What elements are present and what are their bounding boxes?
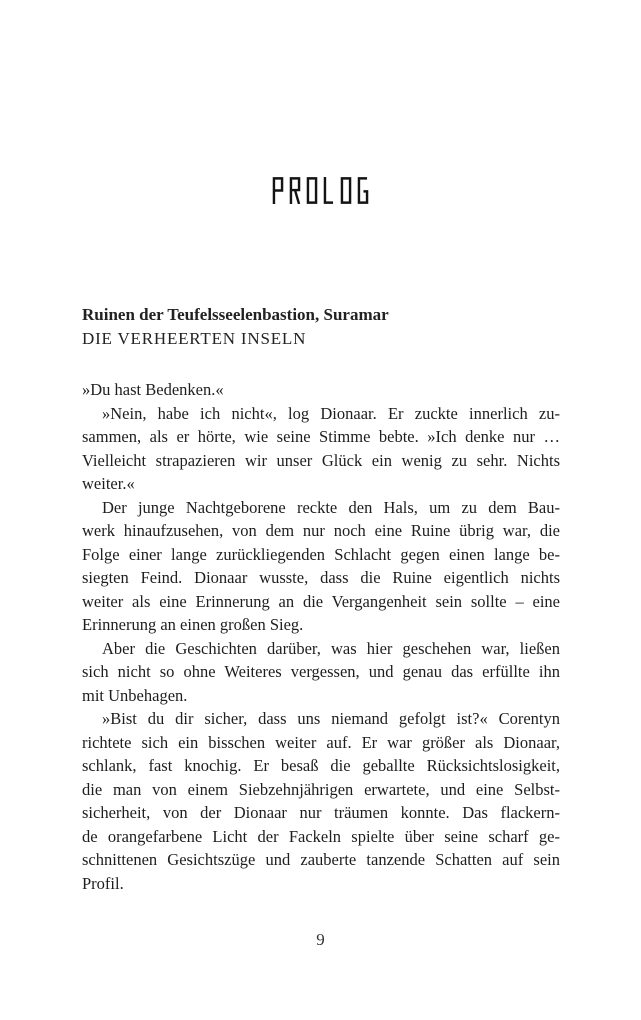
text-line: siegten Feind. Dionaar wusste, dass die Ruine eigentlich nichts — [82, 568, 560, 587]
chapter-heading — [82, 303, 389, 351]
text-line: Aber die Geschichten darüber, was hier geschehen war, ließen — [102, 638, 560, 658]
paragraph — [82, 707, 560, 895]
text-line: mit Unbehagen. — [82, 685, 188, 705]
title-letter — [306, 177, 318, 204]
heading-location: Ruinen der Teufelsseelenbastion, Suramar — [82, 305, 389, 324]
title-letter — [323, 177, 335, 204]
text-line: Vielleicht strapazieren wir unser Glück ein wenig zu sehr. Nichts — [82, 450, 560, 470]
paragraph — [82, 402, 560, 496]
heading-region: DIE VERHEERTEN INSELN — [82, 329, 307, 348]
text-line: Folge einer lange zurückliegenden Schlacht gegen einen lange be- — [82, 544, 560, 564]
text-line: richtete sich ein bisschen weiter auf. Er war größer als Dionaar, — [82, 732, 560, 752]
text-line: weiter als eine Erinnerung an die Vergangenheit sein sollte – eine — [82, 591, 560, 611]
paragraph — [82, 637, 560, 708]
title-letter — [357, 177, 369, 204]
text-line: weiter.« — [82, 474, 135, 493]
paragraph — [82, 496, 560, 637]
text-line: de orangefarbene Licht der Fackeln spielte über seine scharf ge- — [82, 826, 560, 846]
body-text — [82, 378, 560, 895]
text-line: Profil. — [82, 873, 124, 893]
prolog-title — [0, 177, 641, 204]
page-number: 9 — [316, 930, 325, 949]
text-line: werk hinaufzusehen, von dem nur noch eine Ruine übrig war, die — [82, 521, 560, 540]
text-line: »Nein, habe ich nicht«, log Dionaar. Er zuckte innerlich zu- — [102, 403, 560, 423]
text-line: schnittenen Gesichtszüge und zauberte tanzende Schatten auf sein — [82, 850, 560, 869]
text-line: sich nicht so ohne Weiteres vergessen, und genau das erfüllte ihn — [82, 662, 560, 681]
text-line: Der junge Nachtgeborene reckte den Hals, um zu dem Bau- — [102, 497, 560, 517]
text-line: »Du hast Bedenken.« — [82, 380, 224, 399]
text-line: sicherheit, von der Dionaar nur träumen konnte. Das flackern- — [82, 803, 560, 822]
title-letter — [340, 177, 352, 204]
text-line: sammen, als er hörte, wie seine Stimme bebte. »Ich denke nur … — [82, 427, 560, 446]
paragraph — [82, 378, 560, 402]
title-letter — [289, 177, 301, 204]
text-line: »Bist du dir sicher, dass uns niemand gefolgt ist?« Corentyn — [102, 709, 560, 728]
title-letter — [272, 177, 284, 204]
text-line: Erinnerung an einen großen Sieg. — [82, 615, 304, 634]
text-line: schlank, fast knochig. Er besaß die geballte Rücksichtslosigkeit, — [82, 756, 560, 775]
text-line: die man von einem Siebzehnjährigen erwartete, und eine Selbst- — [82, 779, 560, 799]
